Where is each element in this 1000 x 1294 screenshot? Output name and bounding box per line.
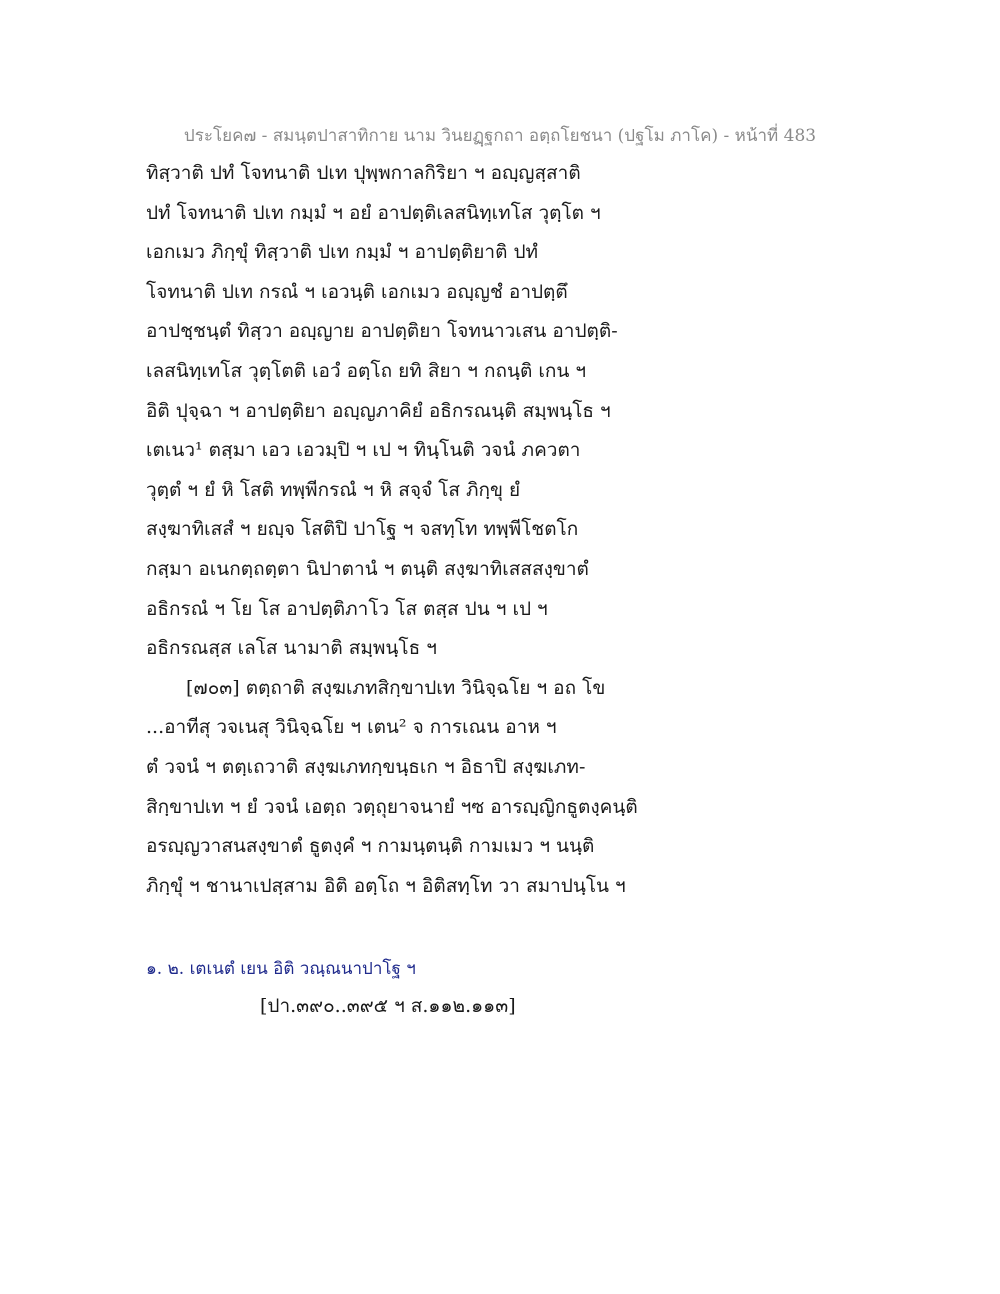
text-line: ภิกฺขุํ ฯ ชานาเปสฺสาม อิติ อตฺโถ ฯ อิติสทฺโท วา สมาปนฺโน ฯ	[146, 874, 626, 897]
text-line: อาปชฺชนฺตํ ทิสฺวา อญฺญาย อาปตฺติยา โจทนาวเสน อาปตฺติ-	[146, 320, 618, 343]
text-line: โจทนาติ ปเท กรณํ ฯ เอวนฺติ เอกเมว อญฺญชํ อาปตฺตึ	[146, 280, 568, 303]
text-line: วุตฺตํ ฯ ยํ หิ โสติ ทพฺพีกรณํ ฯ หิ สจฺจํ โส ภิกฺขุ ยํ	[146, 478, 521, 501]
text-line: อธิกรณสฺส เลโส นามาติ สมฺพนฺโธ ฯ	[146, 637, 437, 660]
text-line: กสฺมา อเนกตฺถตฺตา นิปาตานํ ฯ ตนฺติ สงฺฆาทิเสสสงฺขาตํ	[146, 557, 589, 580]
text-line: อรญฺญวาสนสงฺขาตํ ธูตงฺคํ ฯ กามนฺตนฺติ กามเมว ฯ นนฺติ	[146, 835, 595, 858]
text-line: เตเนว¹ ตสฺมา เอว เอวมฺปิ ฯ เป ฯ ทินฺโนติ วจนํ ภควตา	[146, 439, 581, 462]
text-line: สงฺฆาทิเสสํ ฯ ยญฺจ โสติปิ ปาโฐ ฯ จสทฺโท ทพฺพีโชตโก	[146, 518, 579, 541]
paragraph-start-line: [๗๐๓] ตตฺถาติ สงฺฆเภทสิกฺขาปเท วินิจฺฉโย ฯ อถ โข	[186, 676, 606, 699]
page-header: ประโยค๗ - สมนฺตปาสาทิกาย นาม วินยฏฺฐกถา อตฺถโยชนา (ปฐโม ภาโค) - หน้าที่ 483	[183, 126, 817, 146]
text-line: ทิสฺวาติ ปทํ โจทนาติ ปเท ปุพฺพกาลกิริยา ฯ อญฺญสฺสาติ	[146, 162, 581, 184]
text-line: เลสนิทฺเทโส วุตฺโตติ เอวํ อตฺโถ ยทิ สิยา ฯ กถนฺติ เกน ฯ	[146, 359, 587, 382]
text-line: ปทํ โจทนาติ ปเท กมฺมํ ฯ อยํ อาปตฺติเลสนิทฺเทโส วุตฺโต ฯ	[146, 201, 601, 224]
text-line: ตํ วจนํ ฯ ตตฺเถวาติ สงฺฆเภทกฺขนฺธเก ฯ อิธาปิ สงฺฆเภท-	[146, 755, 586, 778]
main-text	[146, 158, 746, 910]
text-line: สิกฺขาปเท ฯ ยํ วจนํ เอตฺถ วตฺถุยาจนายํ ฯซ อารญฺญิกธูตงฺคนฺติ	[146, 795, 638, 818]
text-line: อธิกรณํ ฯ โย โส อาปตฺติภาโว โส ตสฺส ปน ฯ เป ฯ	[146, 597, 548, 620]
text-line: ...อาทีสุ วจเนสุ วินิจฺฉโย ฯ เตน² จ การเณน อาห ฯ	[146, 716, 557, 739]
text-line: เอกเมว ภิกฺขุํ ทิสฺวาติ ปเท กมฺมํ ฯ อาปตฺติยาติ ปทํ	[146, 241, 539, 264]
page-reference: [ปา.๓๙๐..๓๙๕ ฯ ส.๑๑๒.๑๑๓]	[260, 995, 516, 1017]
footnote: ๑. ๒. เตเนตํ เยน อิติ วณฺณนาปาโฐ ฯ	[146, 959, 416, 979]
text-line: อิติ ปุจฺฉา ฯ อาปตฺติยา อญฺญภาคิยํ อธิกรณนฺติ สมฺพนฺโธ ฯ	[146, 399, 611, 422]
